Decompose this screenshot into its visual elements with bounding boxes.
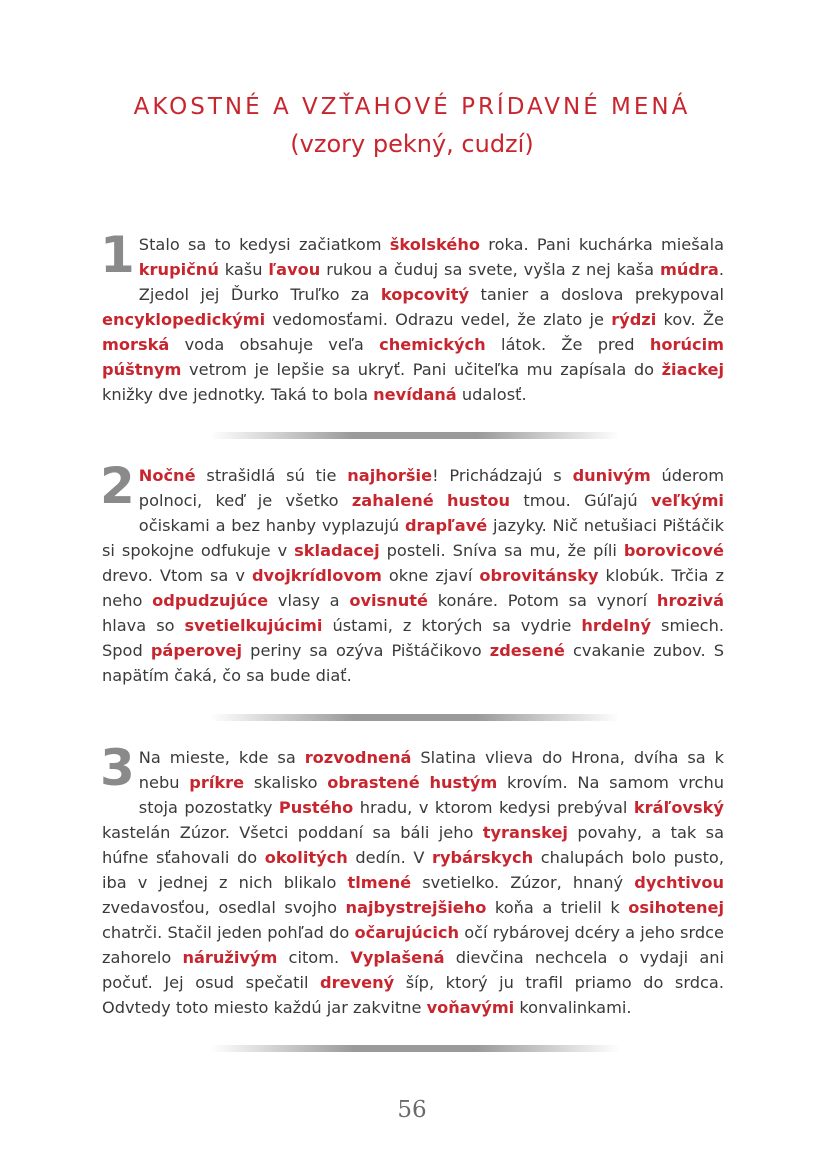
highlighted-adjective: osihotenej <box>628 898 724 917</box>
exercise-paragraph-3 <box>100 739 725 1020</box>
highlighted-adjective: tlmené <box>347 873 412 892</box>
highlighted-adjective: hustým <box>429 773 498 792</box>
section-divider <box>210 714 620 721</box>
text-segment: drevo. Vtom sa v <box>102 566 252 585</box>
section-divider <box>210 432 620 439</box>
highlighted-adjective: krupičnú <box>138 260 219 279</box>
highlighted-adjective: najhoršie <box>347 466 433 485</box>
text-segment: koňa a trielil k <box>486 898 629 917</box>
text-segment: Stalo sa to kedysi začiatkom <box>138 235 390 254</box>
highlighted-adjective: obrovitánsky <box>479 566 599 585</box>
highlighted-adjective: kopcovitý <box>380 285 470 304</box>
text-segment: cvakanie zubov. S napätím čaká, čo sa bude diať. <box>102 641 724 685</box>
text-segment: chatrči. Stačil jeden pohľad do <box>102 923 355 942</box>
text-segment: periny sa ozýva Pištáčikovo <box>242 641 490 660</box>
paragraph-number: 3 <box>100 739 135 797</box>
text-segment: dievčina nechcela o vydaji ani počuť. Jej osud spečatil <box>102 948 725 992</box>
text-segment: posteli. Sníva sa mu, že píli <box>379 541 624 560</box>
text-segment: knižky dve jednotky. Taká to bola <box>102 385 374 404</box>
text-segment: klobúk. Trčia z neho <box>102 566 724 610</box>
highlighted-adjective: voňavými <box>426 998 515 1017</box>
highlighted-adjective: Nočné <box>138 466 196 485</box>
text-segment: Slatina vlieva do Hrona, dvíha sa k nebu <box>138 748 724 792</box>
highlighted-adjective: zahalené <box>351 491 434 510</box>
highlighted-adjective: dychtivou <box>634 873 725 892</box>
highlighted-adjective: rýdzi <box>611 310 657 329</box>
text-segment: kov. Že <box>656 310 724 329</box>
highlighted-adjective: príkre <box>189 773 245 792</box>
text-segment: rukou a čuduj sa svete, vyšla z nej kaša <box>320 260 660 279</box>
text-segment: očí rybárovej dcéry a jeho srdce zahorelo <box>102 923 724 967</box>
text-segment: úderom polnoci, keď je všetko <box>138 466 724 510</box>
highlighted-adjective: najbystrejšieho <box>345 898 487 917</box>
text-segment: kastelán Zúzor. Všetci poddaní sa báli jeho <box>102 823 483 842</box>
highlighted-adjective: encyklopedickými <box>102 310 266 329</box>
highlighted-adjective: očarujúcich <box>354 923 459 942</box>
text-segment: konáre. Potom sa vynorí <box>427 591 657 610</box>
text-segment <box>434 491 447 510</box>
text-segment: tmou. Gúľajú <box>510 491 651 510</box>
text-segment: konvalinkami. <box>514 998 632 1017</box>
highlighted-adjective: páperovej <box>150 641 243 660</box>
highlighted-adjective: tyranskej <box>482 823 568 842</box>
highlighted-adjective: drevený <box>320 973 395 992</box>
text-segment: roka. Pani kuchárka miešala <box>480 235 724 254</box>
exercise-paragraph-2 <box>100 457 724 688</box>
text-segment: ! Prichádzajú s <box>432 466 573 485</box>
text-segment: hradu, v ktorom kedysi prebýval <box>353 798 634 817</box>
paragraph-number: 1 <box>100 226 135 284</box>
highlighted-adjective: žiackej <box>661 360 724 379</box>
text-segment: okne zjaví <box>381 566 480 585</box>
text-segment: dedín. V <box>347 848 433 867</box>
highlighted-adjective: hustou <box>447 491 511 510</box>
text-segment: vetrom je lepšie sa ukryť. Pani učiteľka mu zapísala do <box>181 360 662 379</box>
text-segment: vedomosťami. Odrazu vedel, že zlato je <box>265 310 612 329</box>
highlighted-adjective: ovisnuté <box>349 591 428 610</box>
text-segment: skalisko <box>244 773 328 792</box>
highlighted-adjective: dvojkrídlovom <box>251 566 382 585</box>
highlighted-adjective: chemických <box>379 335 486 354</box>
text-segment: zvedavosťou, osedlal svojho <box>102 898 346 917</box>
paragraph-number: 2 <box>100 457 135 515</box>
highlighted-adjective: kráľovský <box>633 798 724 817</box>
highlighted-adjective: veľkými <box>650 491 724 510</box>
highlighted-adjective: školského <box>389 235 480 254</box>
page-subtitle: (vzory pekný, cudzí) <box>290 130 534 158</box>
text-segment: jazyky. Nič netušiaci Pištáčik si spokojne odfukuje v <box>102 516 724 560</box>
highlighted-adjective: hrozivá <box>656 591 724 610</box>
text-segment: chalupách bolo pusto, iba v jednej z nich blikalo <box>102 848 724 892</box>
text-segment: . Zjedol jej Ďurko Truľko za <box>138 260 724 304</box>
text-segment: smiech. Spod <box>102 616 724 660</box>
highlighted-adjective: ľavou <box>268 260 321 279</box>
text-segment: voda obsahuje veľa <box>169 335 380 354</box>
text-segment <box>420 773 430 792</box>
page-title: AKOSTNÉ A VZŤAHOVÉ PRÍDAVNÉ MENÁ <box>133 94 691 120</box>
text-segment: krovím. Na samom vrchu stoja pozostatky <box>138 773 724 817</box>
text-segment: Na mieste, kde sa <box>138 748 305 767</box>
highlighted-adjective: rybárskych <box>432 848 534 867</box>
highlighted-adjective: odpudzujúce <box>152 591 269 610</box>
highlighted-adjective: svetielkujúcimi <box>184 616 323 635</box>
text-segment: hlava so <box>102 616 185 635</box>
text-segment: ústami, z ktorých sa vydrie <box>322 616 582 635</box>
highlighted-adjective: drapľavé <box>404 516 488 535</box>
text-segment: šíp, ktorý ju trafil priamo do srdca. Odvtedy toto miesto každú jar zakvitne <box>102 973 724 1017</box>
text-segment: látok. Že pred <box>485 335 650 354</box>
text-segment: očiskami a bez hanby vyplazujú <box>138 516 405 535</box>
exercise-paragraph-1 <box>100 226 725 407</box>
highlighted-adjective: Vyplašená <box>350 948 445 967</box>
highlighted-adjective: obrastené <box>327 773 420 792</box>
text-segment: strašidlá sú tie <box>195 466 348 485</box>
highlighted-adjective: múdra <box>659 260 719 279</box>
text-segment: svetielko. Zúzor, hnaný <box>411 873 635 892</box>
highlighted-adjective: Pustého <box>278 798 354 817</box>
text-segment: povahy, a tak sa húfne sťahovali do <box>102 823 724 867</box>
highlighted-adjective: horúcim <box>649 335 724 354</box>
text-segment: citom. <box>277 948 351 967</box>
page-number: 56 <box>397 1097 427 1123</box>
highlighted-adjective: skladacej <box>294 541 380 560</box>
highlighted-adjective: náruživým <box>182 948 278 967</box>
highlighted-adjective: borovicové <box>623 541 724 560</box>
text-segment: udalosť. <box>456 385 527 404</box>
highlighted-adjective: nevídaná <box>373 385 457 404</box>
highlighted-adjective: zdesené <box>489 641 565 660</box>
highlighted-adjective: morská <box>102 335 170 354</box>
highlighted-adjective: hrdelný <box>581 616 652 635</box>
text-segment: tanier a doslova prekypoval <box>469 285 725 304</box>
highlighted-adjective: dunivým <box>572 466 651 485</box>
highlighted-adjective: okolitých <box>264 848 348 867</box>
section-divider <box>210 1045 620 1052</box>
text-segment: kašu <box>218 260 269 279</box>
highlighted-adjective: púštnym <box>102 360 182 379</box>
text-segment: vlasy a <box>268 591 350 610</box>
highlighted-adjective: rozvodnená <box>304 748 412 767</box>
